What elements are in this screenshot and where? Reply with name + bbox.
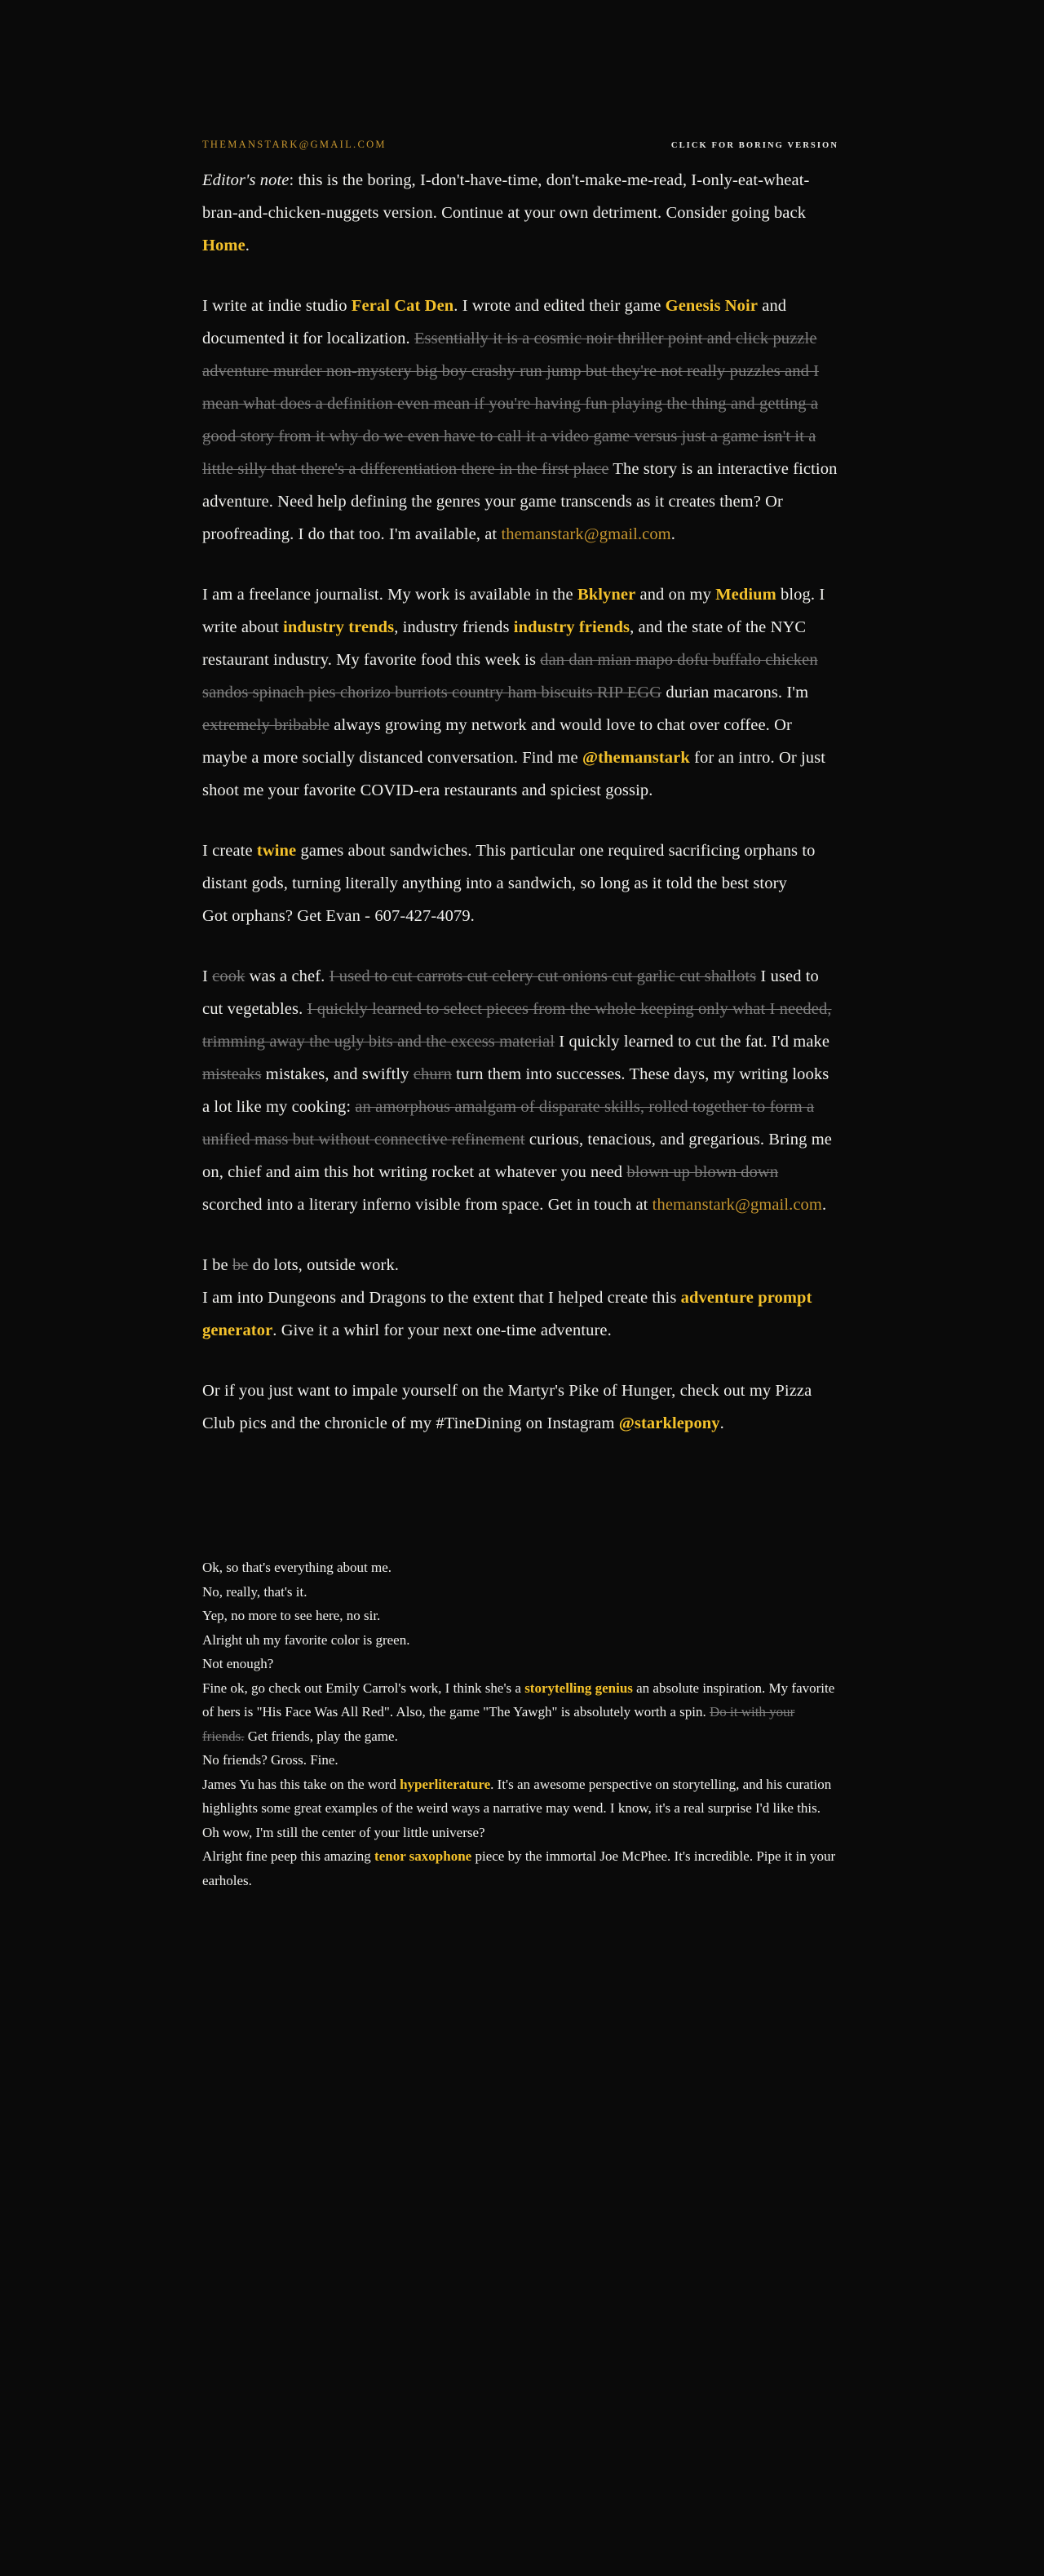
p4-text-7: curious, tenacious, and gregarious. Bring me on, chief and aim this hot writing rocket at whatever you need <box>202 1131 832 1181</box>
p2-text-6: durian macarons. I'm <box>661 684 809 702</box>
paragraph-twine-games <box>202 834 838 932</box>
p2-text-8: for an intro. Or just shoot me your favorite COVID-era restaurants and spiciest gossip. <box>202 749 826 799</box>
p4-text-9: . <box>821 1196 827 1214</box>
p1-text-2: . I wrote and edited their game <box>453 297 666 315</box>
link-hyperliterature[interactable]: hyperliterature <box>400 1776 491 1792</box>
section-spacer <box>202 1467 838 1520</box>
p4-struck-text-2: I used to cut carrots cut celery cut onions cut garlic cut shallots <box>329 967 757 985</box>
outro-line-1: Ok, so that's everything about me. <box>202 1560 392 1575</box>
p4-struck-text-7: blown up blown down <box>626 1163 779 1181</box>
outro-6-struck-text: Do it with your friends. <box>202 1704 795 1744</box>
outro-8-text-b: . It's an awesome perspective on storytelling, and his curation highlights some great examples of the weird ways a narrative may wend. I know, it's a real surprise I'd like this. <box>202 1776 832 1816</box>
p4-struck-text-6: an amorphous amalgam of disparate skills, rolled together to form a unified mass but without connective refinement <box>202 1098 815 1149</box>
p2-struck-text-1: dan dan mian mapo dofu buffalo chicken sandos spinach pies chorizo burriots country ham biscuits RIP EGG <box>202 651 818 702</box>
link-starklepony[interactable]: @starklepony <box>618 1414 720 1432</box>
p3-orphans-line: Got orphans? Get Evan - 607-427-4079. <box>202 907 475 925</box>
link-industry-trends[interactable]: industry trends <box>283 618 395 636</box>
paragraph-outside-work <box>202 1249 838 1347</box>
link-feral-cat-den[interactable]: Feral Cat Den <box>351 297 454 315</box>
p2-text-1: I am a freelance journalist. My work is available in the <box>202 586 577 604</box>
outro-line-8 <box>202 1773 838 1821</box>
p4-struck-text-3: I quickly learned to select pieces from the whole keeping only what I needed, trimming away the ugly bits and the excess material <box>202 1000 832 1051</box>
outro-line-4: Alright uh my favorite color is green. <box>202 1631 410 1648</box>
p1-text-3: and documented it for localization. <box>202 297 787 347</box>
p4-text-8: scorched into a literary inferno visible from space. Get in touch at <box>202 1196 652 1214</box>
outro-6-text-a: Fine ok, go check out Emily Carrol's work, I think she's a <box>202 1680 525 1696</box>
editors-note-body: : this is the boring, I-don't-have-time, don't-make-me-read, I-only-eat-wheat-bran-and-chicken-nuggets version. Continue at your own detriment. Consider going back <box>202 171 810 222</box>
header-email-link[interactable]: THEMANSTARK@GMAIL.COM <box>202 139 387 150</box>
link-bklyner[interactable]: Bklyner <box>577 586 636 604</box>
p4-struck-text-5: churn <box>413 1065 452 1083</box>
link-themanstark-handle[interactable]: @themanstark <box>582 749 690 767</box>
p5-dnd-text-a: I am into Dungeons and Dragons to the extent that I helped create this <box>202 1289 681 1307</box>
p2-text-4: , industry friends <box>394 618 514 636</box>
editors-note-period: . <box>245 237 250 255</box>
outro-6-text-b: an absolute inspiration. My favorite of hers is "His Face Was All Red". Also, the game "The Yawgh" is absolutely worth a spin. <box>202 1680 835 1720</box>
p2-text-5: , and the state of the NYC restaurant industry. My favorite food this week is <box>202 618 807 669</box>
paragraph-instagram <box>202 1374 838 1440</box>
outro-line-5: Not enough? <box>202 1656 274 1671</box>
p5-text-1: I be <box>202 1256 232 1274</box>
editors-note <box>202 164 838 262</box>
p4-text-5: mistakes, and swiftly <box>261 1065 414 1083</box>
masthead <box>202 139 838 151</box>
email-link-2[interactable]: themanstark@gmail.com <box>652 1196 822 1214</box>
content-column <box>202 139 838 1892</box>
p5-dnd-text-b: . Give it a whirl for your next one-time adventure. <box>272 1321 612 1339</box>
p5-text-2: do lots, outside work. <box>248 1256 400 1274</box>
outro-line-3: Yep, no more to see here, no sir. <box>202 1608 381 1623</box>
p6-text-1: Or if you just want to impale yourself on the Martyr's Pike of Hunger, check out my Pizza Club pics and the chronicle of my #TineDining on Instagram <box>202 1382 812 1432</box>
p4-text-4: I quickly learned to cut the fat. I'd make <box>555 1033 830 1051</box>
paragraph-chef <box>202 960 838 1221</box>
link-twine[interactable]: twine <box>256 842 297 860</box>
p1-struck-text-1: Essentially it is a cosmic noir thriller point and click puzzle adventure murder non-mystery big boy crashy run jump but they're not really puzzles and I mean what does a definition even mean if you're having fun playing the thing and getting a good story from it why do we even have to call it a video game versus just a game isn't it a little silly that there's a differentiation there in the first place <box>202 330 820 478</box>
link-medium[interactable]: Medium <box>715 586 776 604</box>
p2-text-7: always growing my network and would love to chat over coffee. Or maybe a more socially distanced conversation. Find me <box>202 716 792 767</box>
p2-text-3: blog. I write about <box>202 586 825 636</box>
outro-10-text-a: Alright fine peep this amazing <box>202 1848 375 1864</box>
p4-text-3: I used to cut vegetables. <box>202 967 819 1018</box>
p1-text-1: I write at indie studio <box>202 297 352 315</box>
home-link[interactable]: Home <box>202 237 246 255</box>
paragraph-indie-studio <box>202 290 838 551</box>
paragraph-journalist <box>202 578 838 807</box>
outro-line-9: Oh wow, I'm still the center of your little universe? <box>202 1824 485 1840</box>
outro-6-text-c: Get friends, play the game. <box>244 1728 398 1744</box>
outro-line-7: No friends? Gross. Fine. <box>202 1752 338 1768</box>
outro-10-text-b: piece by the immortal Joe McPhee. It's incredible. Pipe it in your earholes. <box>202 1848 836 1888</box>
p1-text-4: The story is an interactive fiction adventure. Need help defining the genres your game transcends as it creates them? Or proofreading. I do that too. I'm available, at <box>202 460 838 543</box>
link-industry-friends[interactable]: industry friends <box>513 618 630 636</box>
outro-line-6 <box>202 1676 838 1749</box>
link-genesis-noir[interactable]: Genesis Noir <box>665 297 759 315</box>
outro-line-10 <box>202 1844 838 1892</box>
p3-text-1: I create <box>202 842 257 860</box>
p4-text-2: was a chef. <box>245 967 330 985</box>
p4-struck-text-4: misteaks <box>202 1065 262 1083</box>
p1-text-5: . <box>670 525 675 543</box>
p4-text-6: turn them into successes. These days, my writing looks a lot like my cooking: <box>202 1065 829 1116</box>
link-adventure-prompt-generator[interactable]: adventure prompt generator <box>202 1289 812 1339</box>
p4-struck-text-1: cook <box>212 967 246 985</box>
p2-struck-text-2: extremely bribable <box>202 716 330 734</box>
p2-text-2: and on my <box>635 586 716 604</box>
outro-block <box>202 1556 838 1892</box>
email-link-1[interactable]: themanstark@gmail.com <box>501 525 671 543</box>
p6-text-2: . <box>719 1414 724 1432</box>
p4-text-1: I <box>202 967 213 985</box>
outro-8-text-a: James Yu has this take on the word <box>202 1776 400 1792</box>
link-storytelling-genius[interactable]: storytelling genius <box>524 1680 633 1696</box>
boring-version-link[interactable]: CLICK FOR BORING VERSION <box>670 141 838 150</box>
editors-note-label: Editor's note <box>202 171 290 189</box>
p3-text-2: games about sandwiches. This particular one required sacrificing orphans to distant gods, turning literally anything into a sandwich, so long as it told the best story <box>202 842 816 892</box>
p5-struck-text-1: be <box>232 1256 249 1274</box>
link-tenor-saxophone[interactable]: tenor saxophone <box>374 1848 472 1864</box>
outro-line-2: No, really, that's it. <box>202 1583 307 1600</box>
